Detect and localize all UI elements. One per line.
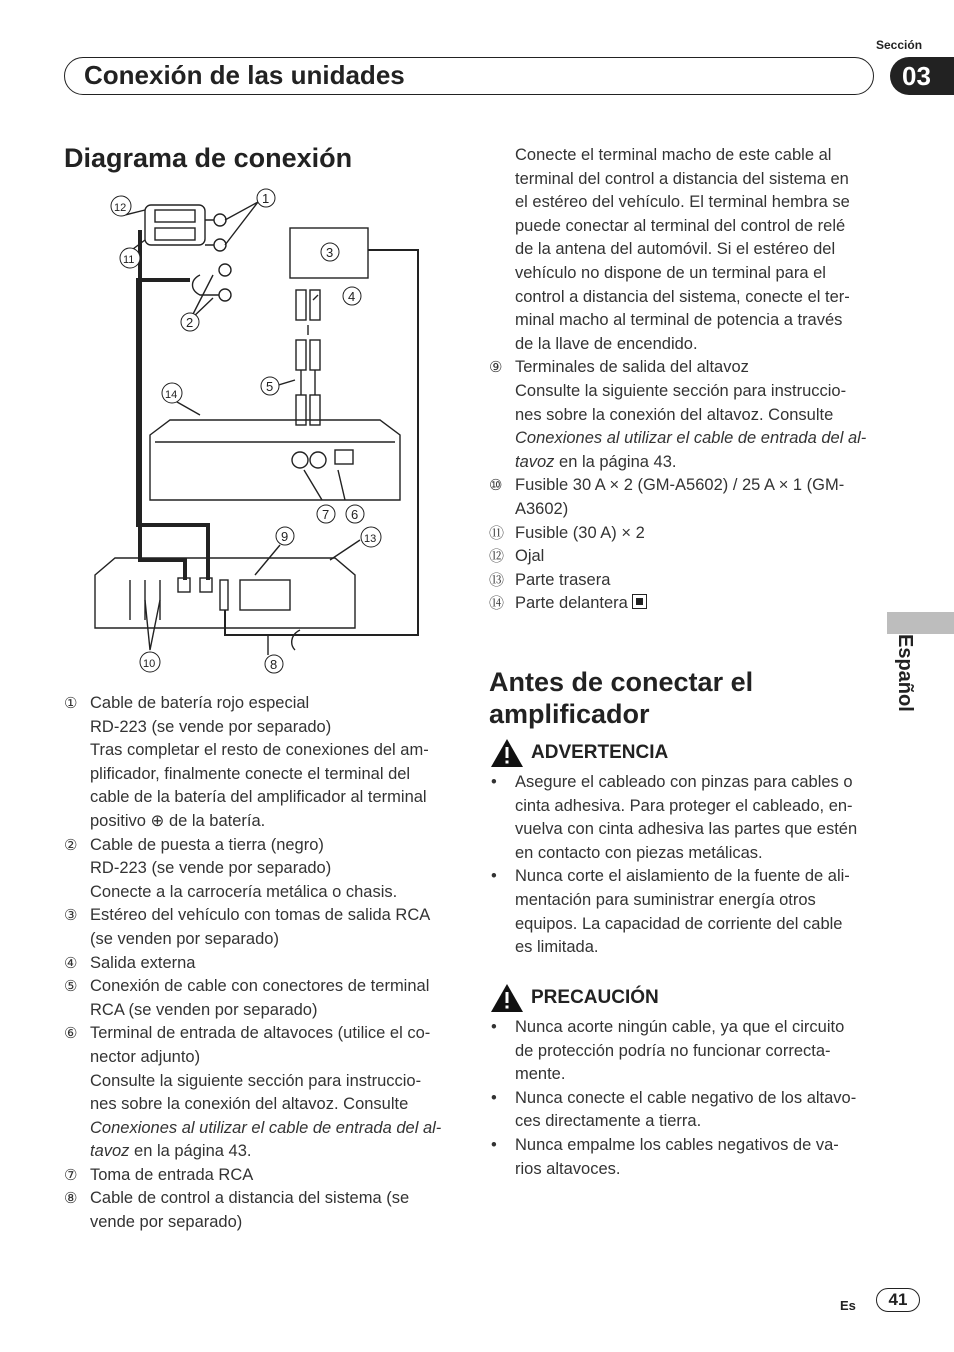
legend-left: [64, 692, 459, 1235]
callout-13: 13: [364, 533, 377, 545]
item-line: Parte trasera: [515, 570, 611, 589]
diagram-title: Diagrama de conexión: [64, 143, 353, 173]
legend-left-item: [64, 975, 459, 1022]
item-line: RD-223 (se vende por separado): [90, 859, 332, 878]
bullet-line: • Nunca empalme los cables negativos de va-: [515, 1135, 839, 1154]
item-line: vende por separado): [90, 1213, 243, 1232]
item-reference: [515, 427, 889, 451]
caution-item: [489, 1134, 889, 1181]
bullet-line: • Nunca acorte ningún cable, ya que el circuito: [515, 1018, 845, 1036]
item-line: A3602): [515, 499, 569, 518]
item-line: Conecte a la carrocería metálica o chasis.: [90, 882, 398, 901]
item-line: nes sobre la conexión del altavoz. Consulte: [515, 405, 834, 424]
rca-connector-icon: [296, 290, 320, 425]
bullet-line: mentación para suministrar energía otros: [515, 890, 816, 909]
callout-12: 12: [114, 202, 127, 214]
legend-left-item: [64, 1187, 459, 1234]
item-line: Ojal: [515, 547, 545, 566]
caution-section: [489, 982, 889, 1181]
intro-line: de la antena del automóvil. Si el estéreo del: [515, 240, 836, 259]
intro-line: el estéreo del vehículo. El terminal hembra se: [515, 193, 850, 212]
item-number: ⑥: [64, 1025, 78, 1043]
item-number: ⑤: [64, 978, 78, 996]
bullet-line: • Nunca corte el aislamiento de la fuente de ali-: [515, 867, 850, 886]
item-reference: [90, 1117, 459, 1141]
item-line: RCA (se venden por separado): [90, 1000, 318, 1019]
bullet-line: • Asegure el cableado con pinzas para cables o: [515, 773, 853, 791]
callout-4: 4: [348, 289, 356, 304]
item-number: ⑧: [64, 1190, 78, 1208]
item-line: Consulte la siguiente sección para instruccio-: [515, 381, 847, 400]
caution-item: [489, 1016, 889, 1087]
item-number: ⑩: [489, 477, 503, 495]
bullet-line: vuelva con cinta adhesiva las partes que estén: [515, 820, 858, 839]
legend-right-item: [489, 545, 889, 569]
callout-2: 2: [186, 315, 194, 330]
item-number: ⑨: [489, 359, 503, 377]
warning-item: [489, 865, 889, 959]
item-number: ③: [64, 907, 78, 925]
language-code: Es: [840, 1298, 856, 1313]
warning-icon: [489, 737, 525, 769]
reference-title: Conexiones al utilizar el cable de entrada del al-: [515, 429, 867, 448]
legend-left-item: [64, 904, 459, 951]
fuse-holder-icon: [145, 205, 205, 245]
legend-right-item: [489, 356, 889, 474]
warning-label: ADVERTENCIA: [531, 742, 669, 763]
callout-1: 1: [262, 191, 270, 206]
intro-line: Conecte el terminal macho de este cable al: [515, 146, 832, 164]
item-number: ⑬: [489, 571, 505, 589]
legend-left-item: [64, 1164, 459, 1188]
callout-7: 7: [322, 507, 330, 522]
item-line: cable de la batería del amplificador al terminal: [90, 788, 427, 807]
intro-line: minal macho al terminal de potencia a través: [515, 311, 843, 330]
bullet-line: ces directamente a tierra.: [515, 1112, 702, 1131]
reference-title: tavoz: [515, 452, 555, 471]
item-line: Estéreo del vehículo con tomas de salida RCA: [90, 906, 431, 925]
legend-right-item: [489, 474, 889, 521]
item-line: Terminal de entrada de altavoces (utilice el co-: [90, 1024, 431, 1043]
reference-page: en la página 43.: [129, 1142, 252, 1161]
bullet-line: de protección podría no funcionar correcta-: [515, 1041, 831, 1060]
legend-left-item: [64, 692, 459, 834]
item-line: Cable de batería rojo especial: [90, 694, 310, 712]
warning-section: [489, 737, 889, 960]
end-mark-icon: [632, 594, 647, 609]
callout-3: 3: [326, 245, 334, 260]
item-line: Consulte la siguiente sección para instruccio-: [90, 1071, 422, 1090]
intro-line: puede conectar al terminal del control de relé: [515, 216, 846, 235]
item-reference: [90, 1140, 459, 1164]
caution-item: [489, 1087, 889, 1134]
page-number: 41: [876, 1288, 920, 1312]
item-line: Parte delantera: [515, 592, 889, 616]
intro-line: control a distancia del sistema, conecte el ter-: [515, 287, 850, 306]
item-line: Conexión de cable con conectores de terminal: [90, 977, 430, 996]
legend-right-item: [489, 569, 889, 593]
legend-left-item: [64, 834, 459, 905]
item-line: Toma de entrada RCA: [90, 1165, 254, 1184]
item-line: nector adjunto): [90, 1047, 201, 1066]
bullet-line: mente.: [515, 1065, 566, 1084]
before-title: [489, 666, 753, 730]
item-line: (se venden por separado): [90, 929, 279, 948]
legend-right-item: [489, 592, 889, 616]
bullet-line: en contacto con piezas metálicas.: [515, 843, 763, 862]
wiring-diagram: [90, 180, 435, 680]
item-number: ④: [64, 954, 78, 972]
bullet-line: equipos. La capacidad de corriente del cable: [515, 914, 843, 933]
callout-14: 14: [165, 389, 178, 401]
legend-right-item: [489, 522, 889, 546]
warning-item: [489, 771, 889, 865]
item-reference: [515, 451, 889, 475]
callout-11: 11: [123, 254, 135, 266]
caution-label: PRECAUCIÓN: [531, 987, 659, 1008]
callout-6: 6: [351, 507, 359, 522]
reference-title: tavoz: [90, 1142, 130, 1161]
section-number-badge: 03: [890, 57, 954, 95]
intro-line: de la llave de encendido.: [515, 334, 698, 353]
before-title-line1: Antes de conectar el: [489, 667, 754, 697]
intro-line: terminal del control a distancia del sistema en: [515, 169, 849, 188]
item-number: ①: [64, 695, 78, 712]
warning-heading: [489, 737, 889, 769]
item-number: ⑫: [489, 548, 505, 566]
item-number: ⑦: [64, 1166, 78, 1184]
item-line: plificador, finalmente conecte el terminal del: [90, 764, 411, 783]
battery-terminal-icon: [214, 214, 226, 226]
bullet-line: • Nunca conecte el cable negativo de los altavo-: [515, 1088, 857, 1107]
legend-left-item: [64, 1022, 459, 1164]
language-tab: [887, 612, 954, 634]
item-line: Terminales de salida del altavoz: [515, 358, 749, 377]
item-line: Fusible 30 A × 2 (GM-A5602) / 25 A × 1 (GM-: [515, 476, 845, 495]
item-line: Cable de control a distancia del sistema (se: [90, 1189, 410, 1208]
legend-right: [489, 144, 889, 616]
reference-page: en la página 43.: [554, 452, 677, 471]
item-number: ⑪: [489, 524, 505, 542]
bullet-line: rios altavoces.: [515, 1159, 621, 1178]
bullet-line: es limitada.: [515, 938, 599, 957]
amplifier-front-icon: [150, 420, 400, 500]
item-line: positivo ⊕ de la batería.: [90, 811, 266, 830]
callout-10: 10: [143, 658, 156, 670]
legend-left-item: [64, 952, 459, 976]
callout-8: 8: [270, 657, 278, 672]
item-line: Cable de puesta a tierra (negro): [90, 835, 324, 854]
item-line: nes sobre la conexión del altavoz. Consulte: [90, 1095, 409, 1114]
item-number: ⑭: [489, 595, 505, 613]
item-line: Salida externa: [90, 953, 196, 972]
item-line: Tras completar el resto de conexiones del am-: [90, 741, 429, 760]
caution-icon: [489, 982, 525, 1014]
callout-5: 5: [266, 379, 274, 394]
reference-title: Conexiones al utilizar el cable de entrada del al-: [90, 1118, 442, 1137]
language-label: Español: [894, 634, 916, 712]
item-line: Fusible (30 A) × 2: [515, 523, 645, 542]
bullet-line: cinta adhesiva. Para proteger el cableado, en-: [515, 796, 853, 815]
before-title-line2: amplificador: [489, 699, 650, 729]
item-line: RD-223 (se vende por separado): [90, 717, 332, 736]
caution-heading: [489, 982, 889, 1014]
callout-9: 9: [281, 529, 289, 544]
section-label: Sección: [876, 38, 923, 52]
intro-line: vehículo no dispone de un terminal para el: [515, 263, 826, 282]
item-number: ②: [64, 836, 78, 854]
page-title: Conexión de las unidades: [84, 60, 405, 90]
